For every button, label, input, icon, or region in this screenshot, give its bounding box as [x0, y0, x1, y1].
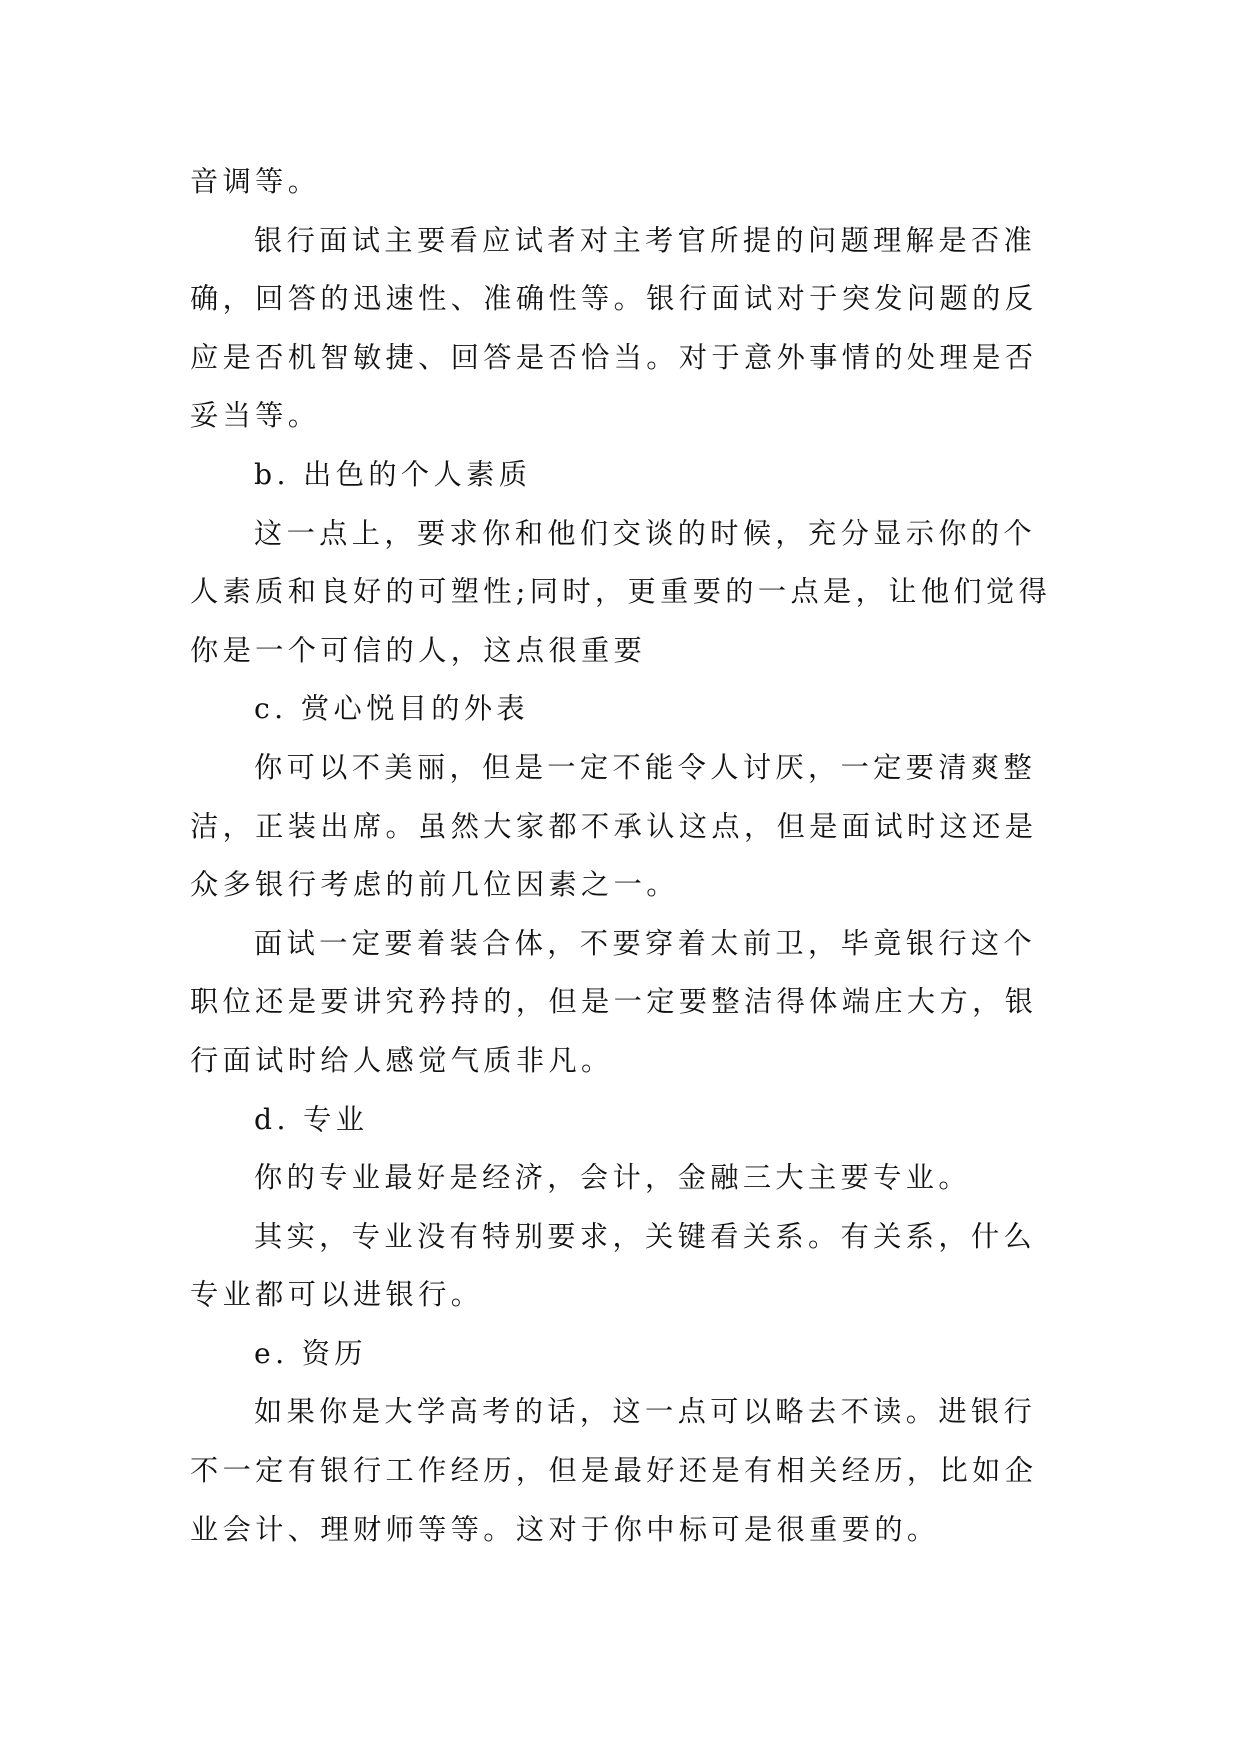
paragraph-intro-fragment: 音调等。	[190, 165, 321, 198]
section-heading-d: d. 专业	[254, 1102, 369, 1136]
section-heading-c: c. 赏心悦目的外表	[254, 692, 530, 726]
paragraph-major: 你的专业最好是经济，会计，金融三大主要专业。	[254, 1161, 971, 1195]
document-body	[190, 153, 1060, 1559]
section-heading-b: b. 出色的个人素质	[254, 457, 532, 491]
paragraph-appearance: 你可以不美丽，但是一定不能令人讨厌，一定要清爽整洁，正装出席。虽然大家都不承认这点，但是面试时这还是众多银行考虑的前几位因素之一。	[190, 750, 1038, 902]
paragraph-interview-focus: 银行面试主要看应试者对主考官所提的问题理解是否准确，回答的迅速性、准确性等。银行面试对于突发问题的反应是否机智敏捷、回答是否恰当。对于意外事情的处理是否妥当等。	[190, 223, 1038, 433]
paragraph-major-note: 其实，专业没有特别要求，关键看关系。有关系，什么专业都可以进银行。	[190, 1219, 1037, 1312]
paragraph-experience: 如果你是大学高考的话，这一点可以略去不读。进银行不一定有银行工作经历，但是最好还是有相关经历，比如企业会计、理财师等等。这对于你中标可是很重要的。	[190, 1395, 1038, 1546]
paragraph-personal-quality: 这一点上，要求你和他们交谈的时候，充分显示你的个人素质和良好的可塑性;同时，更重要的一点是，让他们觉得你是一个可信的人，这点很重要	[190, 516, 1052, 667]
section-heading-e: e. 资历	[254, 1336, 367, 1370]
paragraph-dress: 面试一定要着装合体，不要穿着太前卫，毕竟银行这个职位还是要讲究矜持的，但是一定要整洁得体端庄大方，银行面试时给人感觉气质非凡。	[190, 926, 1038, 1077]
